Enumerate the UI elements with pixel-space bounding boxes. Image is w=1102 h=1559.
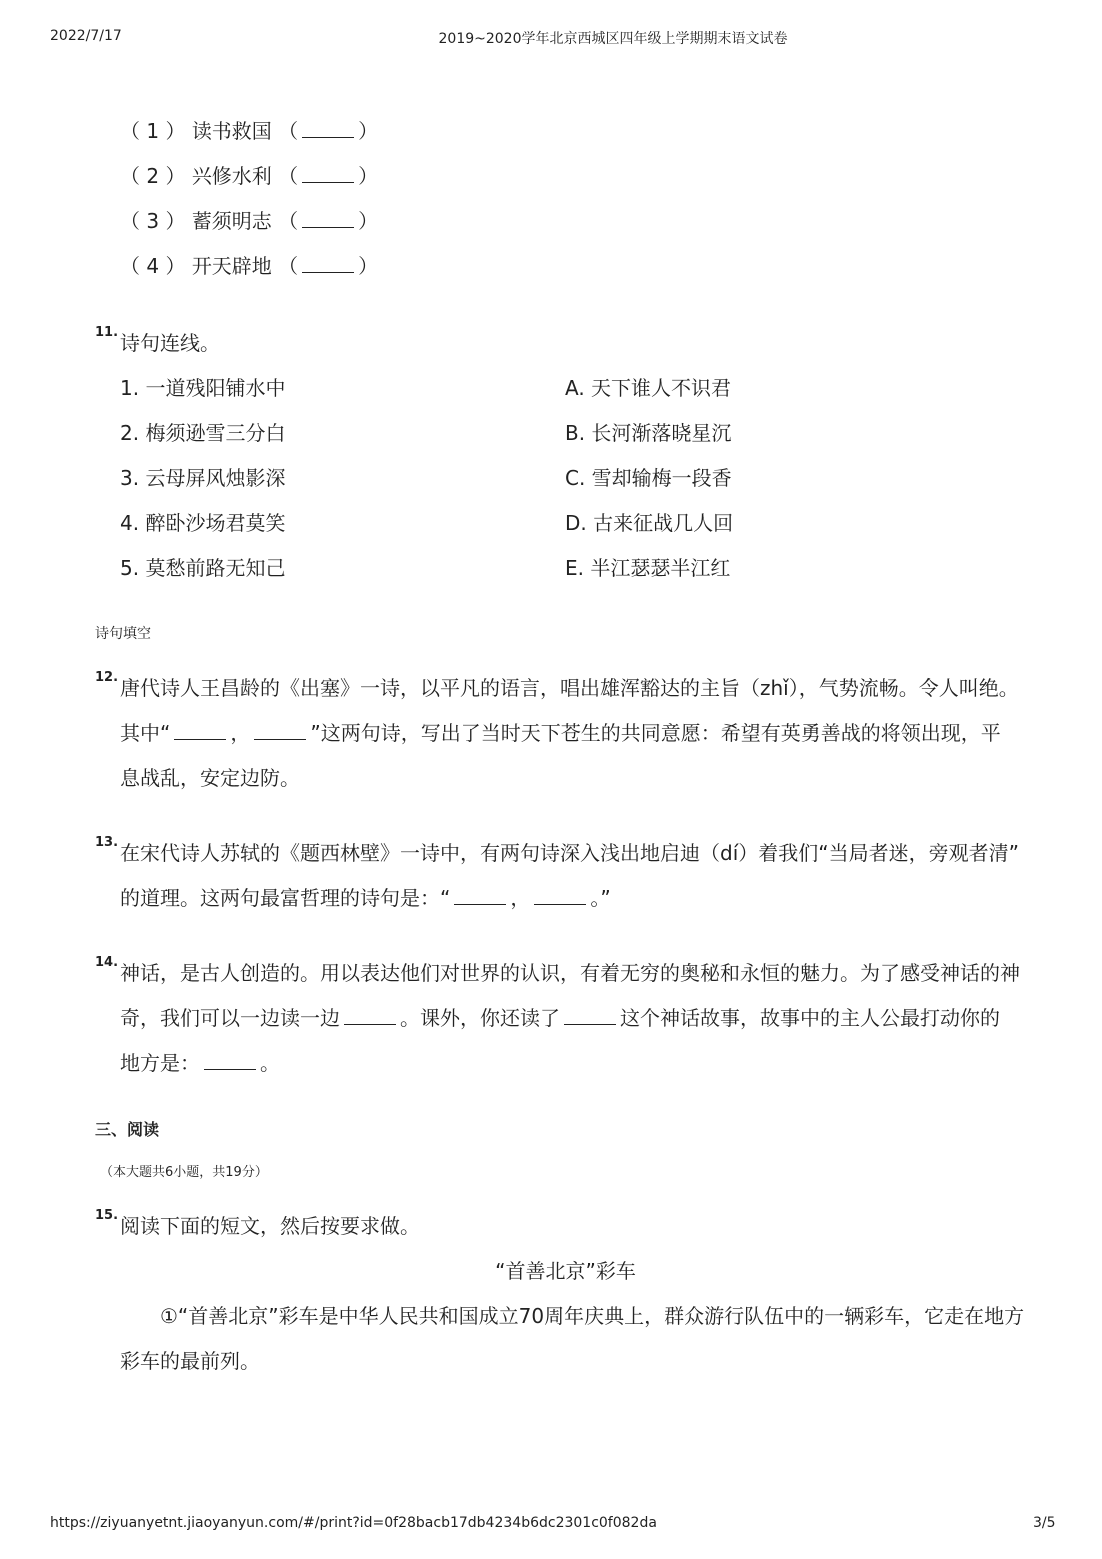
match-right-item: B. 长河渐落晓星沉: [565, 421, 732, 445]
text-segment: 地方是：: [120, 1051, 200, 1075]
text-segment: 其中“: [120, 721, 171, 745]
item-number: （ 4 ）: [120, 254, 186, 278]
header-date: 2022/7/17: [50, 28, 122, 44]
list-item: [120, 205, 378, 234]
item-number: （ 2 ）: [120, 164, 186, 188]
list-item: [120, 115, 378, 144]
text-segment: 。”: [590, 886, 611, 910]
item-text: 兴修水利: [191, 164, 272, 188]
text-segment: 。: [260, 1051, 280, 1075]
text-segment: ，: [230, 721, 251, 745]
match-right-item: C. 雪却输梅一段香: [565, 466, 732, 490]
question-prompt: 阅读下面的短文，然后按要求做。: [120, 1214, 420, 1238]
match-left-item: 4. 醉卧沙场君莫笑: [120, 511, 286, 535]
match-right-item: D. 古来征战几人回: [565, 511, 734, 535]
answer-blank[interactable]: [302, 254, 354, 273]
answer-blank[interactable]: [302, 209, 354, 228]
question-text: 在宋代诗人苏轼的《题西林壁》一诗中，有两句诗深入浅出地启迪（dí）着我们“当局者迷，旁观者清”: [120, 841, 1019, 865]
section-title: 三、阅读: [95, 1120, 160, 1139]
question-prompt: 诗句连线。: [120, 331, 220, 355]
text-segment: 奇，我们可以一边读一边: [120, 1006, 340, 1030]
match-left-item: 3. 云母屏风烛影深: [120, 466, 286, 490]
item-text: 开天辟地: [191, 254, 272, 278]
question-number: 13.: [95, 835, 119, 850]
match-left-item: 1. 一道残阳铺水中: [120, 376, 286, 400]
question-number: 14.: [95, 955, 119, 970]
question-text: [120, 882, 611, 911]
text-segment: 的道理。这两句最富哲理的诗句是：“: [120, 886, 451, 910]
passage-text: ①“首善北京”彩车是中华人民共和国成立70周年庆典上，群众游行队伍中的一辆彩车，它走在地方: [160, 1304, 1025, 1328]
answer-blank[interactable]: [302, 119, 354, 138]
paren-open: （: [278, 254, 299, 278]
paren-close: ）: [358, 164, 379, 188]
match-left-item: 5. 莫愁前路无知己: [120, 556, 286, 580]
match-right-item: E. 半江瑟瑟半江红: [565, 556, 731, 580]
question-number: 11.: [95, 325, 119, 340]
answer-blank[interactable]: [254, 721, 306, 740]
text-segment: ”这两句诗，写出了当时天下苍生的共同意愿：希望有英勇善战的将领出现，平: [310, 721, 1001, 745]
passage-text: 彩车的最前列。: [120, 1349, 260, 1373]
paren-open: （: [278, 164, 299, 188]
section-note: （本大题共6小题，共19分）: [100, 1165, 268, 1180]
text-segment: ，: [510, 886, 531, 910]
item-number: （ 1 ）: [120, 119, 186, 143]
question-number: 12.: [95, 670, 119, 685]
match-right-item: A. 天下谁人不识君: [565, 376, 732, 400]
paren-open: （: [278, 209, 299, 233]
question-text: 神话，是古人创造的。用以表达他们对世界的认识，有着无穷的奥秘和永恒的魅力。为了感受神话的神: [120, 961, 1020, 985]
item-text: 读书救国: [191, 119, 272, 143]
text-segment: 。课外，你还读了: [400, 1006, 560, 1030]
list-item: [120, 250, 378, 279]
answer-blank[interactable]: [564, 1006, 616, 1025]
question-text: [120, 1002, 1000, 1031]
paren-close: ）: [358, 119, 379, 143]
match-left-item: 2. 梅须逊雪三分白: [120, 421, 286, 445]
paren-open: （: [278, 119, 299, 143]
subsection-title: 诗句填空: [95, 626, 151, 642]
page-number: 3/5: [1033, 1515, 1056, 1531]
answer-blank[interactable]: [344, 1006, 396, 1025]
question-text: 息战乱，安定边防。: [120, 766, 300, 790]
answer-blank[interactable]: [454, 886, 506, 905]
passage-title: “首善北京”彩车: [495, 1259, 636, 1283]
paren-close: ）: [358, 209, 379, 233]
question-number: 15.: [95, 1208, 119, 1223]
question-text: [120, 1047, 280, 1076]
item-text: 蓄须明志: [191, 209, 272, 233]
answer-blank[interactable]: [204, 1051, 256, 1070]
item-number: （ 3 ）: [120, 209, 186, 233]
paren-close: ）: [358, 254, 379, 278]
list-item: [120, 160, 378, 189]
text-segment: 这个神话故事，故事中的主人公最打动你的: [620, 1006, 1000, 1030]
header-title: 2019~2020学年北京西城区四年级上学期期末语文试卷: [438, 31, 788, 47]
answer-blank[interactable]: [302, 164, 354, 183]
answer-blank[interactable]: [174, 721, 226, 740]
answer-blank[interactable]: [534, 886, 586, 905]
question-text: [120, 717, 1001, 746]
footer-url[interactable]: https://ziyuanyetnt.jiaoyanyun.com/#/print?id=0f28bacb17db4234b6dc2301c0f082da: [50, 1515, 657, 1531]
question-text: 唐代诗人王昌龄的《出塞》一诗，以平凡的语言，唱出雄浑豁达的主旨（zhǐ），气势流畅。令人叫绝。: [120, 676, 1019, 700]
